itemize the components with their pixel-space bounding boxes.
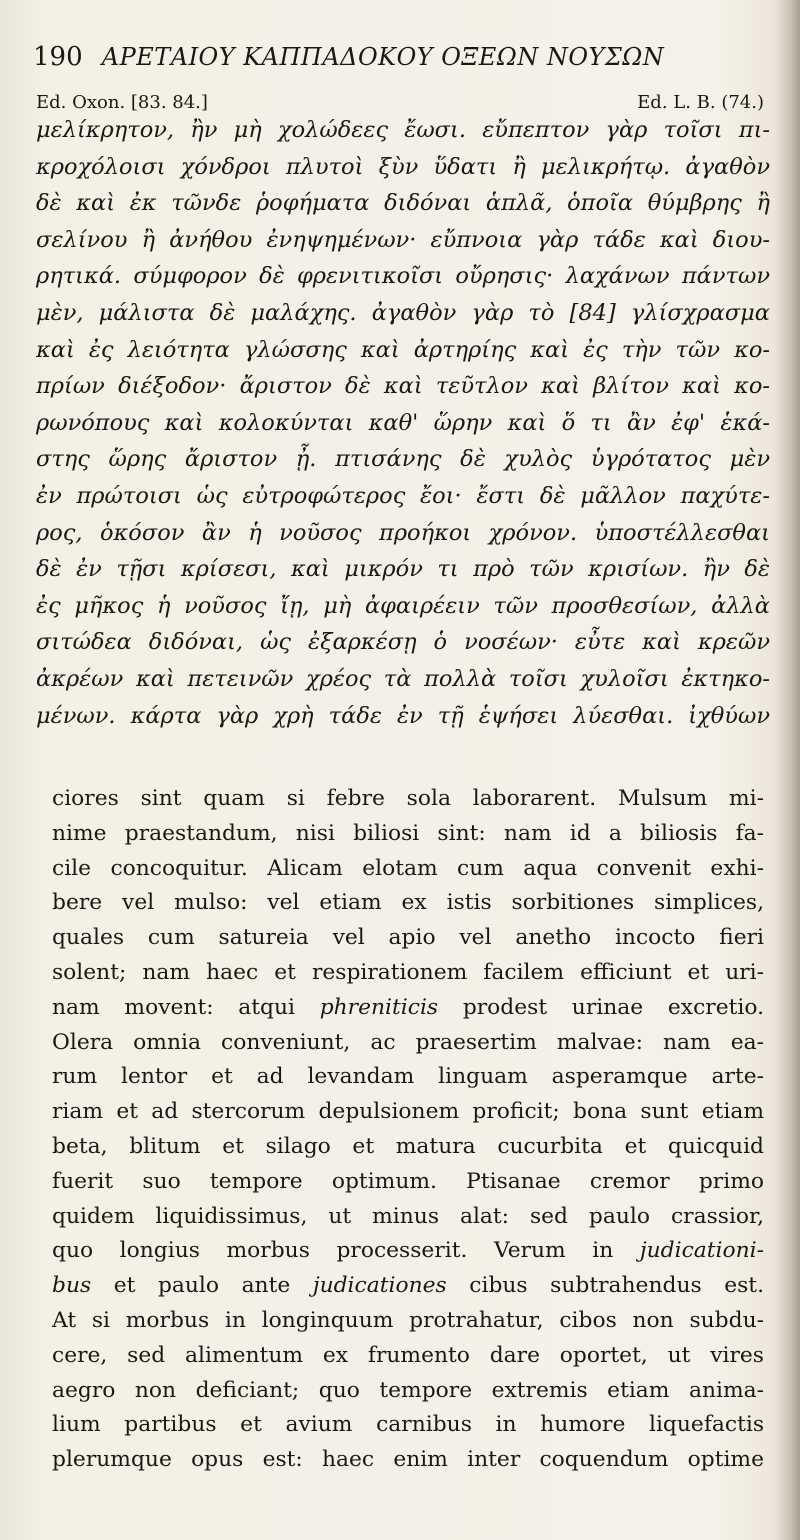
greek-text-line: ἐν πρώτοισι ὡς εὐτροφώτερος ἔοι· ἔστι δὲ μᾶλλον παχύτε- (36, 482, 770, 509)
text-segment: quo longius morbus processerit. Verum in (52, 1238, 640, 1264)
greek-text-line: πρίων διέξοδον· ἄριστον δὲ καὶ τεῦτλον καὶ βλίτον καὶ κο- (36, 373, 770, 400)
latin-text-line (52, 991, 764, 1026)
latin-text-line (52, 1339, 764, 1374)
greek-text-line: ἀκρέων καὶ πετεινῶν χρέος τὰ πολλὰ τοῖσι χυλοῖσι ἐκτηκο- (36, 665, 770, 692)
latin-text-line (52, 1443, 764, 1478)
edition-ref-leiden: Ed. L. B. (74.) (637, 92, 764, 113)
latin-text-line (52, 1304, 764, 1339)
italic-term: bus (52, 1273, 92, 1299)
text-segment: quidem liquidissimus, ut minus alat: sed paulo crassior, (52, 1203, 764, 1229)
latin-text-line (52, 817, 764, 852)
text-segment: rum lentor et ad levandam linguam asperamque arte- (52, 1064, 764, 1090)
greek-text-line: δὲ καὶ ἐκ τῶνδε ῥοφήματα διδόναι ἁπλᾶ, ὁποῖα θύμβρης ἢ (36, 190, 770, 217)
greek-text-line: μὲν, μάλιστα δὲ μαλάχης. ἀγαθὸν γὰρ τὸ [84] γλίσχρασμα (36, 299, 770, 326)
text-segment: Olera omnia conveniunt, ac praesertim malvae: nam ea- (52, 1029, 764, 1055)
latin-text-line (52, 782, 764, 817)
latin-text-line (52, 886, 764, 921)
greek-text-line: μελίκρητον, ἢν μὴ χολώδεες ἔωσι. εὔπεπτον γὰρ τοῖσι πι- (36, 117, 770, 143)
latin-text-line (52, 1374, 764, 1409)
greek-text-line: δὲ ἐν τῇσι κρίσεσι, καὶ μικρόν τι πρὸ τῶν κρισίων. ἢν δὲ (36, 556, 770, 583)
text-segment: plerumque opus est: haec enim inter coquendum optime (52, 1447, 764, 1473)
greek-text-line: ἐς μῆκος ἡ νοῦσος ἴῃ, μὴ ἀφαιρέειν τῶν προσθεσίων, ἀλλὰ (36, 592, 770, 619)
text-segment: nam movent: atqui (52, 994, 320, 1020)
text-segment: beta, blitum et silago et matura cucurbita et quicquid (52, 1133, 764, 1159)
text-segment: aegro non deficiant; quo tempore extremis etiam anima- (52, 1377, 764, 1403)
greek-text-line: καὶ ἐς λειότητα γλώσσης καὶ ἀρτηρίης καὶ ἐς τὴν τῶν κο- (36, 336, 770, 363)
greek-text-line: σελίνου ἢ ἀνήθου ἐνηψημένων· εὔπνοια γὰρ τάδε καὶ διου- (36, 226, 770, 253)
text-segment: fuerit suo tempore optimum. Ptisanae cremor primo (52, 1168, 764, 1194)
latin-text-line (52, 1026, 764, 1061)
latin-translation-block (52, 782, 764, 1478)
greek-text-line: ρωνόπους καὶ κολοκύνται καθ' ὥρην καὶ ὅ τι ἂν ἐφ' ἑκά- (36, 409, 770, 436)
text-segment: lium partibus et avium carnibus in humore liquefactis (52, 1412, 764, 1438)
italic-term: judicationes (312, 1273, 447, 1299)
greek-text-line: ρος, ὁκόσον ἂν ἡ νοῦσος προήκοι χρόνον. ὑποστέλλεσθαι (36, 519, 770, 546)
running-title: ΑΡΕΤΑΙΟΥ ΚΑΠΠΑΔΟΚΟΥ ΟΞΕΩΝ ΝΟΥΣΩΝ (101, 43, 665, 71)
text-segment: riam et ad stercorum depulsionem proficit; bona sunt etiam (52, 1099, 764, 1125)
latin-text-line (52, 1130, 764, 1165)
latin-text-line (52, 921, 764, 956)
page-edge-shadow (774, 0, 800, 1540)
edition-ref-oxford: Ed. Oxon. [83. 84.] (36, 92, 208, 113)
italic-term: phreniticis (319, 994, 439, 1020)
text-segment: quales cum satureia vel apio vel anetho incocto fieri (52, 925, 764, 951)
text-segment: cere, sed alimentum ex frumento dare oportet, ut vires (52, 1342, 764, 1368)
text-segment: At si morbus in longinquum protrahatur, cibos non subdu- (52, 1307, 764, 1333)
latin-text-line (52, 1408, 764, 1443)
text-segment: prodest urinae excretio. (438, 994, 764, 1020)
latin-text-line (52, 1269, 764, 1304)
greek-text-line: στης ὥρης ἄριστον ᾖ. πτισάνης δὲ χυλὸς ὑγρότατος μὲν (36, 446, 770, 473)
text-segment: cile concoquitur. Alicam elotam cum aqua convenit exhi- (52, 855, 764, 881)
latin-text-line (52, 1165, 764, 1200)
page-number: 190 (33, 42, 83, 72)
text-segment: ciores sint quam si febre sola laborarent. Mulsum mi- (52, 786, 764, 811)
greek-text-line: μένων. κάρτα γὰρ χρὴ τάδε ἐν τῇ ἑψήσει λύεσθαι. ἰχθύων (36, 702, 770, 729)
text-segment: et paulo ante (91, 1273, 313, 1299)
text-segment: solent; nam haec et respirationem facilem efficiunt et uri- (52, 959, 764, 985)
latin-text-line (52, 1060, 764, 1095)
text-segment: nime praestandum, nisi biliosi sint: nam id a biliosis fa- (52, 820, 764, 846)
latin-text-line (52, 852, 764, 887)
greek-text-line: σιτώδεα διδόναι, ὡς ἐξαρκέσῃ ὁ νοσέων· εὖτε καὶ κρεῶν (36, 629, 770, 656)
text-segment: bere vel mulso: vel etiam ex istis sorbitiones simplices, (52, 890, 764, 916)
italic-term: judicationi- (639, 1238, 764, 1264)
latin-text-line (52, 1095, 764, 1130)
greek-text-line: ρητικά. σύμφορον δὲ φρενιτικοῖσι οὔρησις· λαχάνων πάντων (36, 263, 770, 290)
latin-text-line (52, 956, 764, 991)
latin-text-line (52, 1234, 764, 1269)
greek-text-block (36, 112, 770, 734)
latin-text-line (52, 1200, 764, 1235)
running-header (33, 42, 733, 86)
greek-text-line: κροχόλοισι χόνδροι πλυτοὶ ξὺν ὕδατι ἢ μελικρήτῳ. ἀγαθὸν (36, 153, 770, 180)
text-segment: cibus subtrahendus est. (446, 1273, 764, 1299)
